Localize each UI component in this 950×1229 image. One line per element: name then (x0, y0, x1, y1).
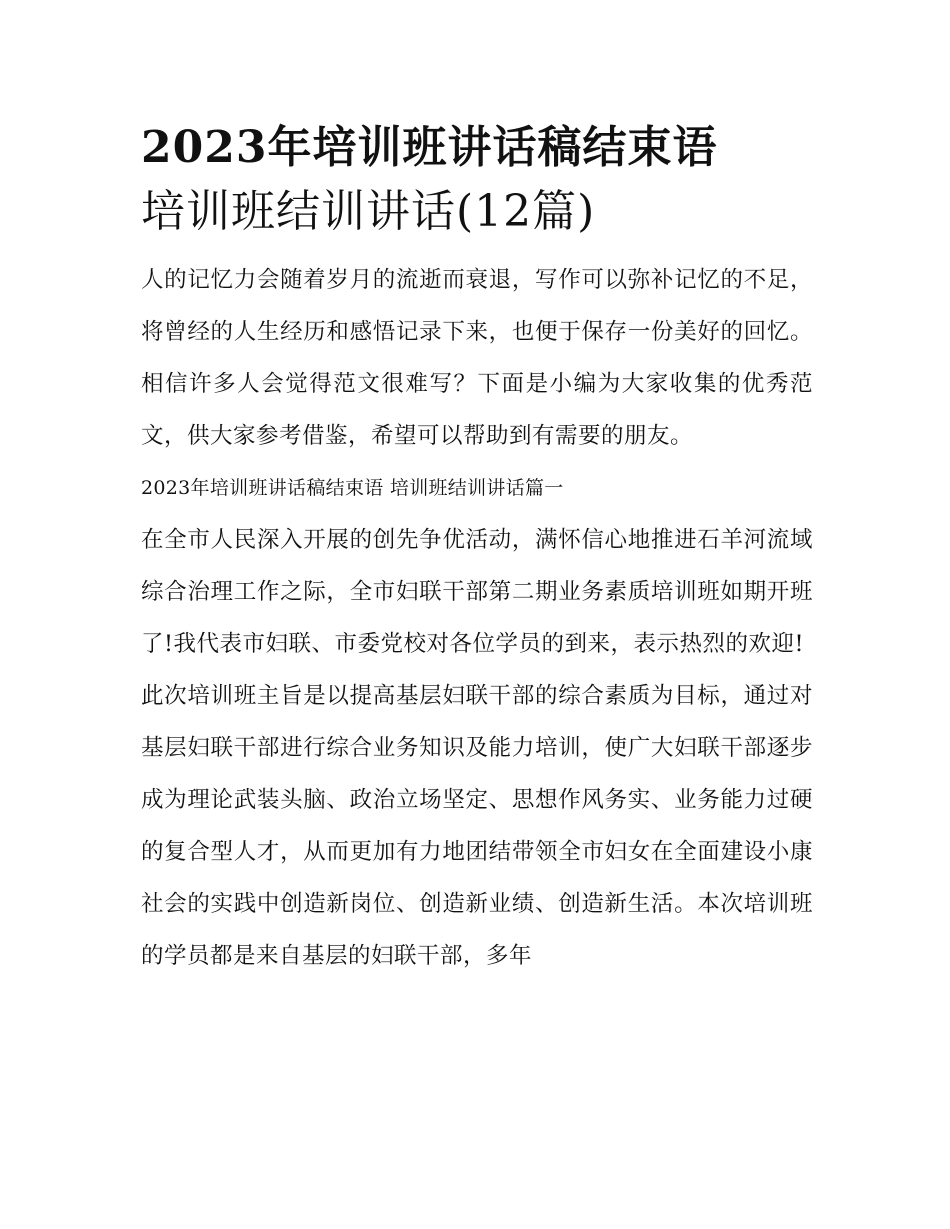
document-title (141, 116, 813, 244)
title-line-1: 2023年培训班讲话稿结束语 (141, 122, 718, 173)
body-paragraph-2: 此次培训班主旨是以提高基层妇联干部的综合素质为目标，通过对基层妇联干部进行综合业务知识及能力培训，使广大妇联干部逐步成为理论武装头脑、政治立场坚定、思想作风务实、业务能力过硬的复合型人才，从而更加有力地团结带领全市妇女在全面建设小康社会的实践中创造新岗位、创造新业绩、创造新生活。本次培训班的学员都是来自基层的妇联干部，多年 (141, 683, 813, 969)
document-content (141, 116, 813, 982)
title-line-2: 培训班结训讲话(12篇) (141, 186, 596, 237)
intro-paragraph: 人的记忆力会随着岁月的流逝而衰退，写作可以弥补记忆的不足，将曾经的人生经历和感悟记录下来，也便于保存一份美好的回忆。相信许多人会觉得范文很难写？下面是小编为大家收集的优秀范文，供大家参考借鉴，希望可以帮助到有需要的朋友。 (141, 267, 813, 449)
section-heading: 2023年培训班讲话稿结束语 培训班结训讲话篇一 (141, 477, 564, 499)
body-paragraph-1: 在全市人民深入开展的创先争优活动，满怀信心地推进石羊河流域综合治理工作之际，全市妇联干部第二期业务素质培训班如期开班了!我代表市妇联、市委党校对各位学员的到来，表示热烈的欢迎! (141, 527, 813, 657)
